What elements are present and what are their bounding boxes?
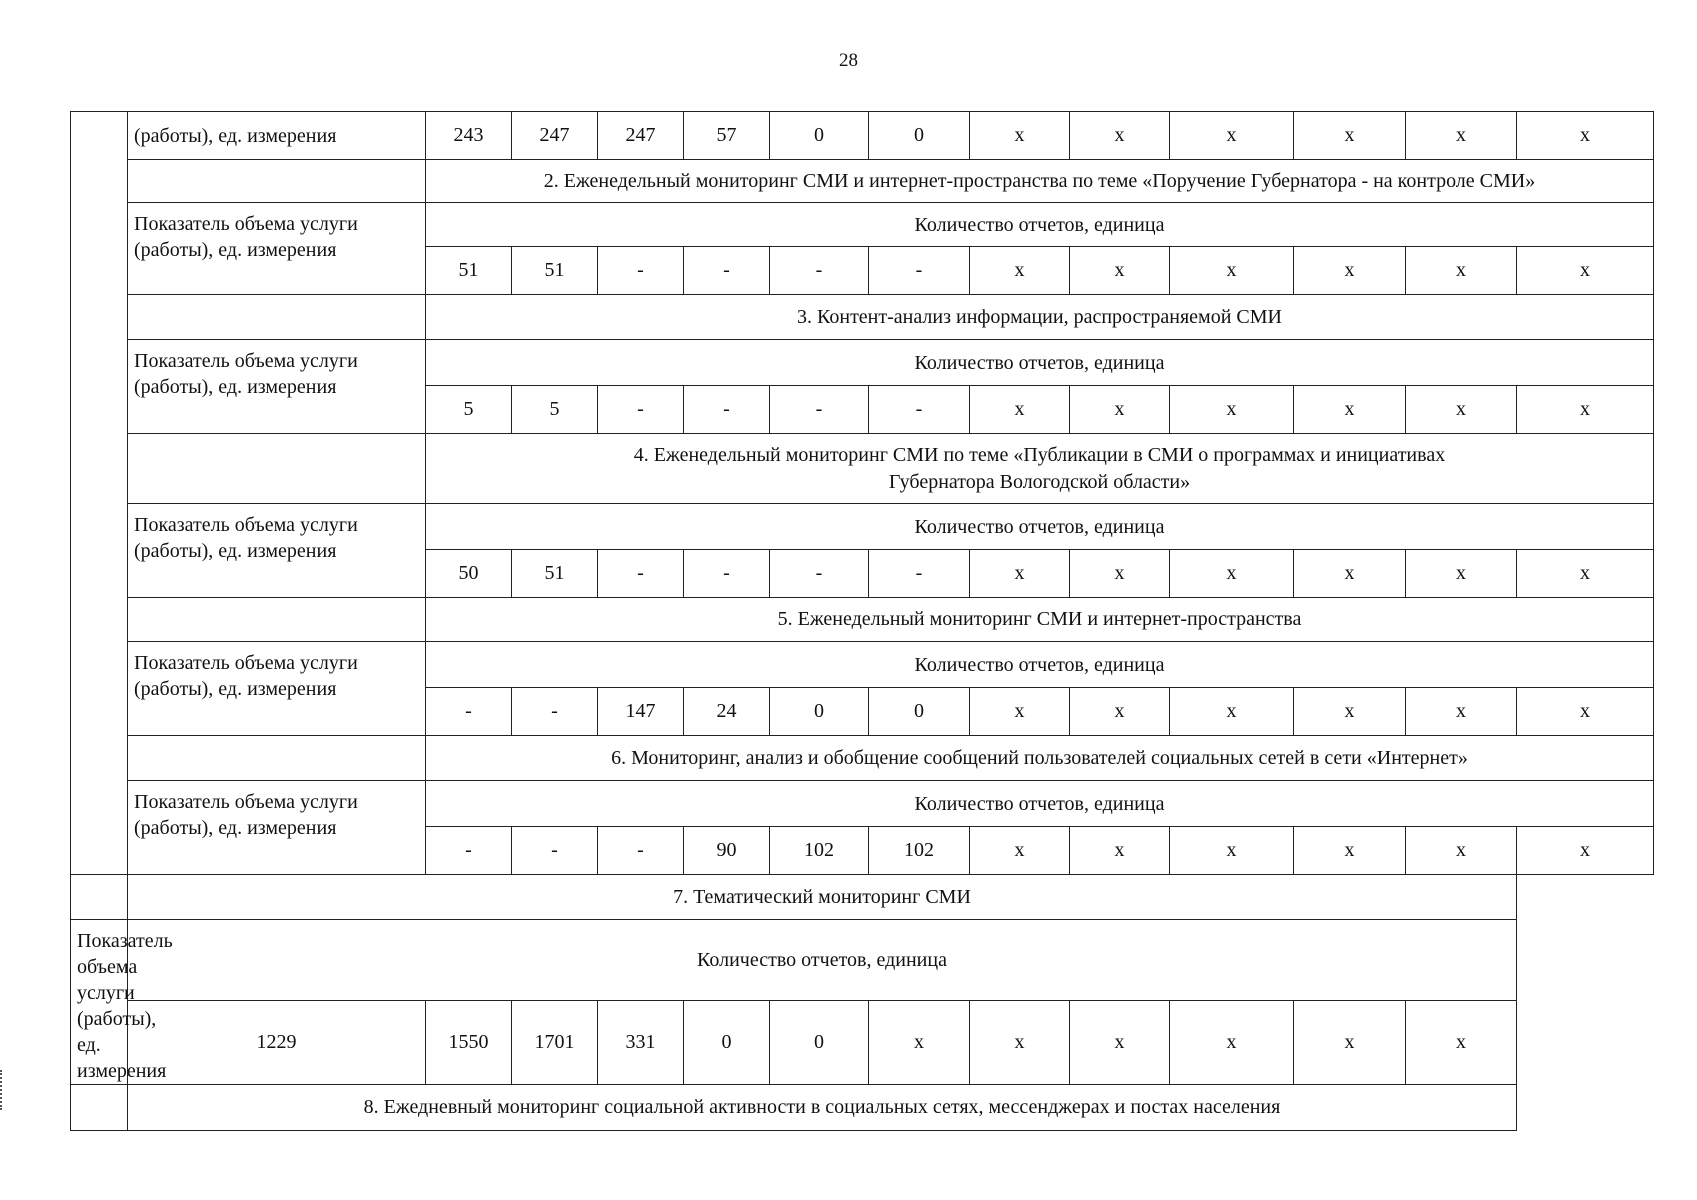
section-title-row (71, 875, 1654, 920)
indicator-label: Показатель объема услуги (работы), ед. измерения (128, 340, 426, 434)
value-cell: 57 (684, 112, 770, 160)
value-cell: 102 (770, 827, 869, 875)
left-margin-cell (71, 112, 128, 875)
value-cell: 0 (869, 112, 970, 160)
value-cell: x (1406, 688, 1517, 736)
value-cell: x (1517, 688, 1654, 736)
value-cell: - (426, 688, 512, 736)
value-cell: - (770, 247, 869, 295)
unit-row (71, 340, 1654, 386)
value-cell: x (1406, 247, 1517, 295)
value-cell: 1550 (426, 1000, 512, 1084)
indicator-label: Показатель объема услуги (работы), ед. измерения (128, 504, 426, 598)
value-cell: x (1170, 1000, 1294, 1084)
values-row (71, 1000, 1654, 1084)
value-cell: 247 (512, 112, 598, 160)
value-cell: - (684, 550, 770, 598)
value-cell: x (970, 112, 1070, 160)
value-cell: x (1070, 827, 1170, 875)
value-cell: 247 (598, 112, 684, 160)
value-cell: x (1406, 386, 1517, 434)
value-cell: x (1294, 386, 1406, 434)
table-row (71, 112, 1654, 160)
value-cell: 51 (512, 247, 598, 295)
unit-label: Количество отчетов, единица (426, 504, 1654, 550)
value-cell: x (1517, 112, 1654, 160)
value-cell: x (1406, 112, 1517, 160)
value-cell: - (598, 550, 684, 598)
value-cell: x (1170, 247, 1294, 295)
value-cell: - (426, 827, 512, 875)
section-title: 7. Тематический мониторинг СМИ (128, 875, 1517, 920)
value-cell: 331 (598, 1000, 684, 1084)
value-cell: - (770, 386, 869, 434)
value-cell: x (1294, 827, 1406, 875)
scan-edge-marks (0, 1070, 6, 1110)
value-cell: - (684, 247, 770, 295)
section-title-row (71, 295, 1654, 340)
value-cell: - (770, 550, 869, 598)
value-cell: 0 (770, 688, 869, 736)
value-cell: 24 (684, 688, 770, 736)
section-title: 3. Контент-анализ информации, распространяемой СМИ (426, 295, 1654, 340)
empty-label-cell (71, 1085, 128, 1131)
empty-label-cell (128, 598, 426, 642)
value-cell: x (970, 688, 1070, 736)
value-cell: 1229 (128, 1000, 426, 1084)
unit-row (71, 504, 1654, 550)
value-cell: - (869, 386, 970, 434)
value-cell: x (869, 1000, 970, 1084)
value-cell: x (1406, 1000, 1517, 1084)
section-title: 5. Еженедельный мониторинг СМИ и интернет-пространства (426, 598, 1654, 642)
value-cell: x (1406, 827, 1517, 875)
value-cell: - (512, 827, 598, 875)
value-cell: x (1517, 550, 1654, 598)
value-cell: x (970, 550, 1070, 598)
value-cell: x (1070, 386, 1170, 434)
section-title-row (71, 1085, 1654, 1131)
unit-label: Количество отчетов, единица (426, 781, 1654, 827)
value-cell: x (970, 1000, 1070, 1084)
section-title-row (71, 434, 1654, 504)
indicator-label: Показатель объема услуги (работы), ед. измерения (128, 781, 426, 875)
unit-label: Количество отчетов, единица (128, 920, 1517, 1001)
value-cell: 90 (684, 827, 770, 875)
unit-row (71, 920, 1654, 1001)
section-title: 4. Еженедельный мониторинг СМИ по теме «Публикации в СМИ о программах и инициативах Губернатора Вологодской области» (426, 434, 1654, 504)
value-cell: - (598, 386, 684, 434)
value-cell: x (1517, 247, 1654, 295)
value-cell: - (869, 247, 970, 295)
section-title: 8. Ежедневный мониторинг социальной активности в социальных сетях, мессенджерах и постах населения (128, 1085, 1517, 1131)
value-cell: x (1170, 550, 1294, 598)
empty-label-cell (128, 160, 426, 203)
value-cell: x (1406, 550, 1517, 598)
first-row-label: (работы), ед. измерения (128, 112, 426, 160)
value-cell: x (1294, 1000, 1406, 1084)
value-cell: - (512, 688, 598, 736)
indicator-label: Показатель объема услуги (работы), ед. измерения (128, 203, 426, 295)
empty-label-cell (71, 875, 128, 920)
value-cell: x (1294, 247, 1406, 295)
value-cell: 51 (512, 550, 598, 598)
value-cell: x (1070, 550, 1170, 598)
empty-label-cell (128, 295, 426, 340)
value-cell: 5 (512, 386, 598, 434)
unit-row (71, 781, 1654, 827)
value-cell: 243 (426, 112, 512, 160)
value-cell: 0 (770, 112, 869, 160)
value-cell: - (598, 827, 684, 875)
unit-label: Количество отчетов, единица (426, 642, 1654, 688)
value-cell: x (1517, 386, 1654, 434)
value-cell: x (1070, 247, 1170, 295)
unit-row (71, 203, 1654, 247)
value-cell: 0 (869, 688, 970, 736)
value-cell: x (970, 247, 1070, 295)
value-cell: x (970, 386, 1070, 434)
section-title: 2. Еженедельный мониторинг СМИ и интернет-пространства по теме «Поручение Губернатора - на контроле СМИ» (426, 160, 1654, 203)
unit-row (71, 642, 1654, 688)
value-cell: - (684, 386, 770, 434)
value-cell: x (1170, 688, 1294, 736)
value-cell: x (1517, 827, 1654, 875)
unit-label: Количество отчетов, единица (426, 340, 1654, 386)
value-cell: x (1070, 688, 1170, 736)
value-cell: 0 (770, 1000, 869, 1084)
indicator-table (70, 111, 1654, 1131)
value-cell: x (1170, 386, 1294, 434)
indicator-label: Показатель объема услуги (работы), ед. измерения (128, 642, 426, 736)
indicator-label: Показатель объема услуги (работы), ед. измерения (71, 920, 128, 1085)
section-title-row (71, 736, 1654, 781)
value-cell: 0 (684, 1000, 770, 1084)
value-cell: x (1070, 1000, 1170, 1084)
value-cell: - (869, 550, 970, 598)
empty-label-cell (128, 434, 426, 504)
value-cell: 5 (426, 386, 512, 434)
value-cell: 50 (426, 550, 512, 598)
value-cell: x (1170, 827, 1294, 875)
empty-label-cell (128, 736, 426, 781)
value-cell: 102 (869, 827, 970, 875)
unit-label: Количество отчетов, единица (426, 203, 1654, 247)
value-cell: x (1294, 688, 1406, 736)
section-title-row (71, 598, 1654, 642)
value-cell: x (970, 827, 1070, 875)
value-cell: x (1294, 550, 1406, 598)
section-title-row (71, 160, 1654, 203)
value-cell: x (1170, 112, 1294, 160)
section-title: 6. Мониторинг, анализ и обобщение сообщений пользователей социальных сетей в сети «Интернет» (426, 736, 1654, 781)
value-cell: x (1070, 112, 1170, 160)
page-number: 28 (839, 50, 858, 71)
value-cell: 1701 (512, 1000, 598, 1084)
value-cell: 147 (598, 688, 684, 736)
value-cell: - (598, 247, 684, 295)
value-cell: x (1294, 112, 1406, 160)
value-cell: 51 (426, 247, 512, 295)
